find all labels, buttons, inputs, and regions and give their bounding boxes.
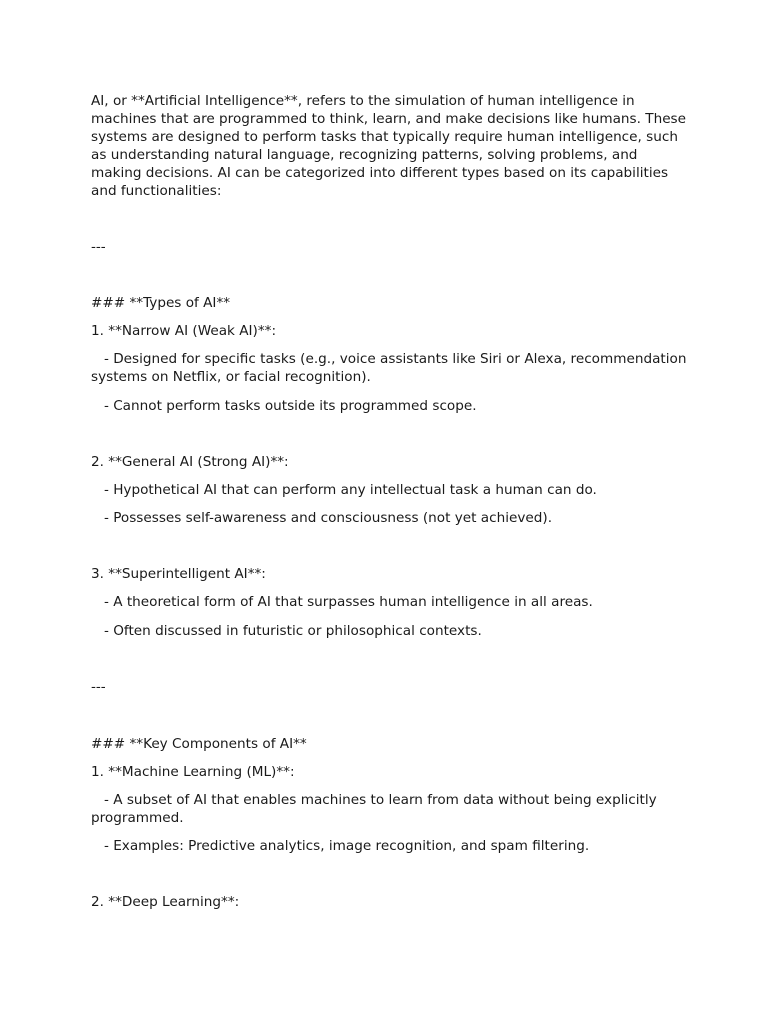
type-3-point-1: - A theoretical form of AI that surpasses human intelligence in all areas. <box>91 594 593 610</box>
separator-line: --- <box>91 679 106 695</box>
type-2-point-2: - Possesses self-awareness and consciousness (not yet achieved). <box>91 510 553 526</box>
intro-paragraph: AI, or **Artificial Intelligence**, refers to the simulation of human intelligence in machines that are programmed to think, learn, and make decisions like humans. These systems are designed to perform tasks that typically require human intelligence, such as understanding natural language, recognizing patterns, solving problems, and making decisions. AI can be categorized into different types based on its capabilities and functionalities: <box>91 93 691 199</box>
separator-line: --- <box>91 239 106 255</box>
type-3-point-2: - Often discussed in futuristic or philosophical contexts. <box>91 623 482 639</box>
types-heading: ### **Types of AI** <box>91 295 231 311</box>
type-3-title: 3. **Superintelligent AI**: <box>91 566 266 582</box>
component-1-title: 1. **Machine Learning (ML)**: <box>91 764 295 780</box>
type-2-point-1: - Hypothetical AI that can perform any intellectual task a human can do. <box>91 482 597 498</box>
type-1-point-1: - Designed for specific tasks (e.g., voice assistants like Siri or Alexa, recommendation systems on Netflix, or facial recognition). <box>91 351 691 385</box>
component-1-point-1: - A subset of AI that enables machines to learn from data without being explicitly programmed. <box>91 792 661 826</box>
components-heading: ### **Key Components of AI** <box>91 736 307 752</box>
component-2-title: 2. **Deep Learning**: <box>91 894 240 910</box>
type-1-point-2: - Cannot perform tasks outside its programmed scope. <box>91 398 477 414</box>
type-1-title: 1. **Narrow AI (Weak AI)**: <box>91 323 277 339</box>
component-1-point-2: - Examples: Predictive analytics, image recognition, and spam filtering. <box>91 838 590 854</box>
type-2-title: 2. **General AI (Strong AI)**: <box>91 454 289 470</box>
